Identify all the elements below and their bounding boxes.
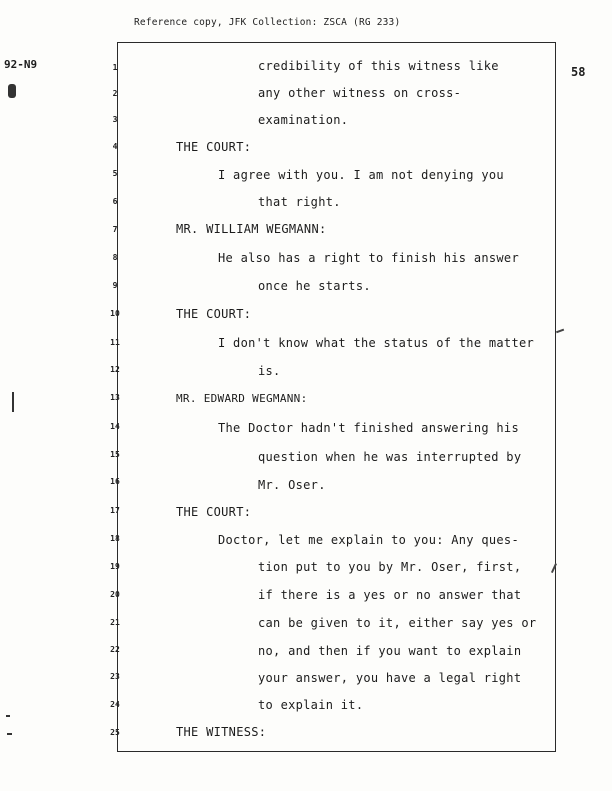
- line-number: 18: [110, 534, 120, 543]
- transcript-line: credibility of this witness like: [258, 59, 499, 73]
- transcript-line: no, and then if you want to explain: [258, 644, 522, 658]
- transcript-line: if there is a yes or no answer that: [258, 588, 522, 602]
- margin-tick: [12, 392, 14, 412]
- margin-tick: [7, 733, 12, 735]
- speaker-label: THE WITNESS:: [176, 725, 267, 739]
- transcript-line: question when he was interrupted by: [258, 450, 522, 464]
- line-number: 19: [110, 562, 120, 571]
- speaker-label: MR. WILLIAM WEGMANN:: [176, 222, 327, 236]
- document-header: Reference copy, JFK Collection: ZSCA (RG 233): [134, 17, 401, 28]
- line-number: 10: [110, 309, 120, 318]
- margin-blot: [8, 84, 16, 98]
- line-number: 3: [112, 115, 118, 124]
- line-number: 24: [110, 700, 120, 709]
- transcript-line: Doctor, let me explain to you: Any ques-: [218, 533, 519, 547]
- transcript-line: examination.: [258, 113, 349, 127]
- transcript-line: once he starts.: [258, 279, 371, 293]
- line-number: 20: [110, 590, 120, 599]
- line-number: 25: [110, 728, 120, 737]
- transcript-line: He also has a right to finish his answer: [218, 251, 519, 265]
- transcript-line: The Doctor hadn't finished answering his: [218, 421, 519, 435]
- transcript-line: is.: [258, 364, 281, 378]
- pen-mark: [556, 329, 564, 333]
- line-number: 11: [110, 338, 120, 347]
- transcript-line: tion put to you by Mr. Oser, first,: [258, 560, 522, 574]
- line-number: 22: [110, 645, 120, 654]
- margin-code: 92-N9: [4, 58, 38, 71]
- line-number: 21: [110, 618, 120, 627]
- line-number: 17: [110, 506, 120, 515]
- speaker-label: THE COURT:: [176, 307, 252, 321]
- line-number: 2: [112, 89, 118, 98]
- line-number: 5: [112, 169, 118, 178]
- line-number: 15: [110, 450, 120, 459]
- line-number: 12: [110, 365, 120, 374]
- margin-tick: [6, 715, 10, 717]
- line-number: 23: [110, 672, 120, 681]
- transcript-line: to explain it.: [258, 698, 364, 712]
- transcript-line: I don't know what the status of the matter: [218, 336, 535, 350]
- line-number: 7: [112, 225, 118, 234]
- line-number: 4: [112, 142, 118, 151]
- line-number: 8: [112, 253, 118, 262]
- line-number: 1: [112, 63, 118, 72]
- transcript-line: that right.: [258, 195, 341, 209]
- transcript-line: I agree with you. I am not denying you: [218, 168, 504, 182]
- transcript-line: Mr. Oser.: [258, 478, 326, 492]
- page-number: 58: [571, 65, 586, 79]
- transcript-line: can be given to it, either say yes or: [258, 616, 537, 630]
- line-number: 6: [112, 197, 118, 206]
- speaker-label: THE COURT:: [176, 505, 252, 519]
- line-number: 13: [110, 393, 120, 402]
- transcript-line: any other witness on cross-: [258, 86, 462, 100]
- line-number: 14: [110, 422, 120, 431]
- speaker-label: MR. EDWARD WEGMANN:: [176, 392, 308, 405]
- line-number: 16: [110, 477, 120, 486]
- transcript-line: your answer, you have a legal right: [258, 671, 522, 685]
- line-number: 9: [112, 281, 118, 290]
- speaker-label: THE COURT:: [176, 140, 252, 154]
